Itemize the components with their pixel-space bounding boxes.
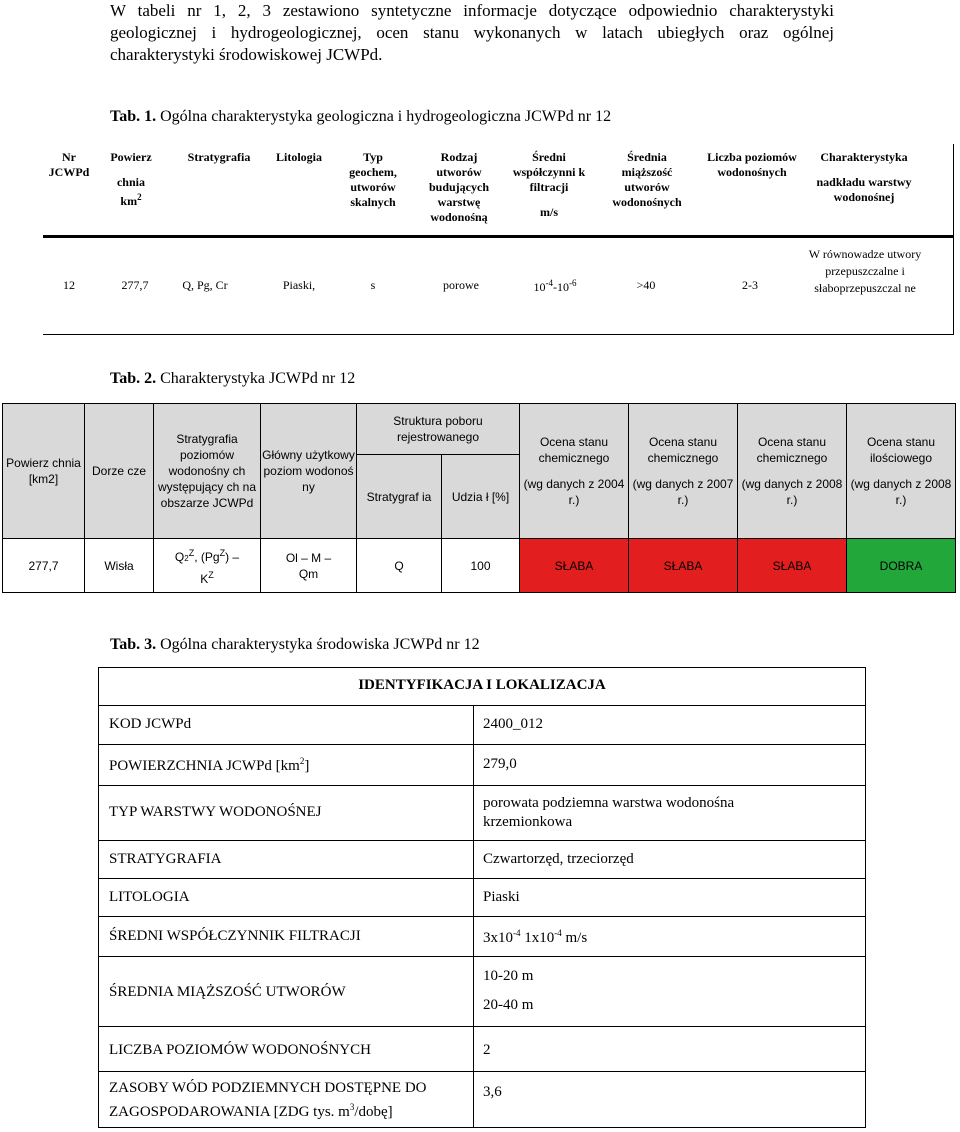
t3-label-powierzchnia [109, 756, 309, 775]
tab1-caption [110, 108, 611, 126]
t1-cell-wsp-sep: -10 [553, 280, 569, 294]
t3-value-wsp-b: 1x10 [524, 930, 555, 946]
t2-header-glowny: Główny użytkowy poziom wodonoś ny [260, 403, 357, 539]
t3-value-powierzchnia: 279,0 [483, 756, 517, 772]
t3-value-miazszosc-1: 10-20 m [483, 968, 534, 984]
t2-cell-ocena-2007: SŁABA [628, 538, 738, 593]
t1-cell-nr: 12 [63, 278, 75, 292]
t2-cell-strat-d-sup: Z [208, 569, 214, 580]
t3-label-zasoby [109, 1079, 469, 1122]
t1-header-pow-2: chnia [116, 175, 145, 189]
t2-cell-strat-a-sup: Z [188, 547, 195, 558]
t2-cell-strat-b-sup: Z [219, 547, 226, 558]
t2-header-pow: Powierz chnia [km2] [2, 403, 85, 539]
t1-header-liczba: Liczba poziomów wodonośnych [707, 150, 797, 179]
t1-header-char [811, 150, 917, 205]
t2-cell-strat-a: Q [174, 549, 185, 564]
t2-header-ocena-2008-2: (wg danych z 2008 r.) [741, 477, 843, 507]
t2-cell-glowny: Ol – M – Qm [260, 538, 357, 593]
t3-label-zasoby-end: /dobę] [354, 1104, 393, 1120]
t3-label-typ: TYP WARSTWY WODONOŚNEJ [109, 804, 322, 820]
t1-header-pow-unit: km [120, 194, 138, 208]
tab1-caption-text: Ogólna charakterystyka geologiczna i hydrogeologiczna JCWPd nr 12 [156, 108, 612, 125]
t1-header-wsp-1: Średni współczynni k filtracji [512, 150, 586, 194]
t2-header-ocena-2007-2: (wg danych z 2007 r.) [632, 477, 734, 507]
t2-header-ocena-2007 [628, 403, 738, 539]
t2-cell-ilosc: DOBRA [846, 538, 956, 593]
t1-cell-typ: s [370, 278, 376, 292]
t3-label-zasoby-text: ZASOBY WÓD PODZIEMNYCH DOSTĘPNE DO ZAGOSPODAROWANIA [ZDG tys. m [109, 1080, 427, 1120]
t2-header-strat: Stratygrafia poziomów wodonośny ch występujący ch na obszarze JCWPd [153, 403, 261, 539]
t2-cell-strat-d: K [200, 571, 209, 586]
table-1-header-rule [43, 235, 953, 238]
t3-row-zasoby [99, 1071, 865, 1127]
t2-cell-strat-content [175, 545, 239, 587]
t1-header-rodzaj: Rodzaj utworów budujących warstwę wodonośną [428, 150, 490, 224]
tab3-caption-label: Tab. 3. [110, 636, 157, 653]
t3-label-litologia: LITOLOGIA [109, 889, 190, 905]
table-2 [2, 403, 956, 593]
intro-paragraph: W tabeli nr 1, 2, 3 zestawiono syntetyczne informacje dotyczące odpowiednio charakterystyki geologicznej i hydrogeologicznej, ocen stanu wykonanych w latach ubiegłych oraz ogólnej charakterystyki środowiskowej JCWPd. [110, 1, 834, 64]
t1-header-char-1: Charakterystyka [820, 150, 908, 164]
t3-label-stratygrafia: STRATYGRAFIA [109, 851, 222, 867]
t1-cell-strat: Q, Pg, Cr [182, 278, 228, 292]
t3-label-powierzchnia-end: ] [304, 758, 310, 774]
t2-header-ocena-2004-2: (wg danych z 2004 r.) [523, 477, 625, 507]
t2-header-struktura: Struktura poboru rejestrowanego [356, 403, 520, 455]
t3-label-liczba: LICZBA POZIOMÓW WODONOŚNYCH [109, 1042, 371, 1058]
t3-row-kod [99, 705, 865, 745]
t3-label-kod: KOD JCWPd [109, 716, 192, 732]
t1-header-pow-sup: 2 [137, 192, 142, 202]
t2-cell-dorz: Wisła [84, 538, 154, 593]
t1-header-char-2: nadkładu warstwy wodonośnej [816, 175, 912, 204]
t1-cell-wsp-a-exp: -4 [545, 278, 553, 288]
t3-row-powierzchnia [99, 744, 865, 786]
t1-cell-wsp-b-exp: -6 [569, 278, 577, 288]
t3-value-wsp-c: m/s [565, 930, 588, 946]
t1-header-strat: Stratygrafia [187, 150, 251, 164]
t1-cell-rodzaj: porowe [443, 278, 479, 292]
t3-value-miazszosc-2: 20-40 m [483, 997, 534, 1013]
t3-row-liczba [99, 1026, 865, 1072]
t1-header-pow [103, 150, 159, 209]
t2-header-ilosc-2: (wg danych z 2008 r.) [850, 477, 952, 507]
t3-row-litologia [99, 878, 865, 917]
t2-cell-stratyg: Q [356, 538, 442, 593]
t1-cell-miaz: >40 [636, 278, 656, 292]
t3-value-wsp-b-exp: -4 [554, 928, 562, 938]
t2-cell-strat-b: , (Pg [194, 549, 220, 564]
t2-header-ocena-2008-1: Ocena stanu chemicznego [756, 435, 828, 465]
t2-header-ocena-2008 [737, 403, 847, 539]
table-3 [98, 667, 866, 1128]
t1-cell-pow: 277,7 [121, 278, 149, 292]
t1-header-wsp [511, 150, 587, 220]
t3-label-powierzchnia-text: POWIERZCHNIA JCWPd [km [109, 758, 300, 774]
t3-label-miazszosc: ŚREDNIA MIĄŻSZOŚĆ UTWORÓW [109, 984, 346, 1000]
t2-header-udzia: Udzia ł [%] [441, 454, 520, 539]
t3-row-stratygrafia [99, 840, 865, 879]
t3-row-typ [99, 785, 865, 841]
t2-header-ilosc-1: Ocena stanu ilościowego [866, 435, 936, 465]
t3-value-wsp-a-exp: -4 [513, 928, 521, 938]
t3-title-row [99, 668, 865, 706]
t3-value-zasoby: 3,6 [483, 1084, 502, 1100]
t1-header-nr: Nr JCWPd [48, 150, 90, 179]
t3-value-typ: porowata podziemna warstwa wodonośna krzemionkowa [483, 795, 735, 830]
t1-header-pow-1: Powierz [110, 150, 152, 164]
table-1 [43, 144, 953, 334]
t1-header-miaz: Średnia miąższość utworów wodonośnych [612, 150, 682, 209]
t1-cell-wsp-a: 10 [533, 280, 546, 294]
t3-value-wspolczynnik [483, 928, 587, 947]
t2-cell-udzia: 100 [441, 538, 520, 593]
t2-header-ocena-2004 [519, 403, 629, 539]
t2-cell-strat-c: ) – [225, 549, 240, 564]
t3-row-miazszosc [99, 956, 865, 1027]
t3-title: IDENTYFIKACJA I LOKALIZACJA [358, 677, 606, 693]
t3-value-litologia: Piaski [483, 889, 520, 905]
t1-cell-wsp [515, 278, 595, 295]
t2-header-ocena-2004-1: Ocena stanu chemicznego [538, 435, 610, 465]
t1-cell-char: W równowadze utwory przepuszczalne i słaboprzepuszczal ne [808, 247, 922, 295]
t2-header-ilosc [846, 403, 956, 539]
t3-row-wspolczynnik [99, 916, 865, 957]
t3-value-kod: 2400_012 [483, 716, 543, 732]
t1-cell-liczba: 2-3 [742, 278, 758, 292]
t2-cell-ocena-2004: SŁABA [519, 538, 629, 593]
tab2-caption-label: Tab. 2. [110, 370, 157, 387]
t3-value-liczba: 2 [483, 1042, 491, 1058]
t1-header-typ: Typ geochem, utworów skalnych [349, 150, 397, 209]
tab2-caption-text: Charakterystyka JCWPd nr 12 [156, 370, 356, 387]
t2-cell-strat [153, 538, 261, 593]
t3-label-powierzchnia-sup: 2 [299, 756, 305, 766]
t2-header-stratyg: Stratygraf ia [356, 454, 442, 539]
t2-header-dorz: Dorze cze [84, 403, 154, 539]
tab3-caption [110, 636, 480, 654]
t3-label-wspolczynnik: ŚREDNI WSPÓŁCZYNNIK FILTRACJI [109, 928, 361, 944]
tab3-caption-text: Ogólna charakterystyka środowiska JCWPd nr 12 [156, 636, 480, 653]
t2-cell-ocena-2008: SŁABA [737, 538, 847, 593]
t1-cell-lito: Piaski, [282, 278, 316, 292]
t2-header-ocena-2007-1: Ocena stanu chemicznego [647, 435, 719, 465]
tab1-caption-label: Tab. 1. [110, 108, 157, 125]
t1-header-lito: Litologia [275, 150, 322, 164]
t1-header-pow-3 [103, 190, 159, 209]
t3-value-stratygrafia: Czwartorzęd, trzeciorzęd [483, 851, 634, 867]
t1-header-wsp-2: m/s [540, 205, 558, 219]
t2-cell-pow: 277,7 [2, 538, 85, 593]
t3-value-wsp-a: 3x10 [483, 930, 513, 946]
tab2-caption [110, 370, 355, 388]
t3-label-zasoby-sup: 3 [349, 1102, 355, 1112]
t2-cell-strat-a-sub: 2 [184, 553, 189, 563]
